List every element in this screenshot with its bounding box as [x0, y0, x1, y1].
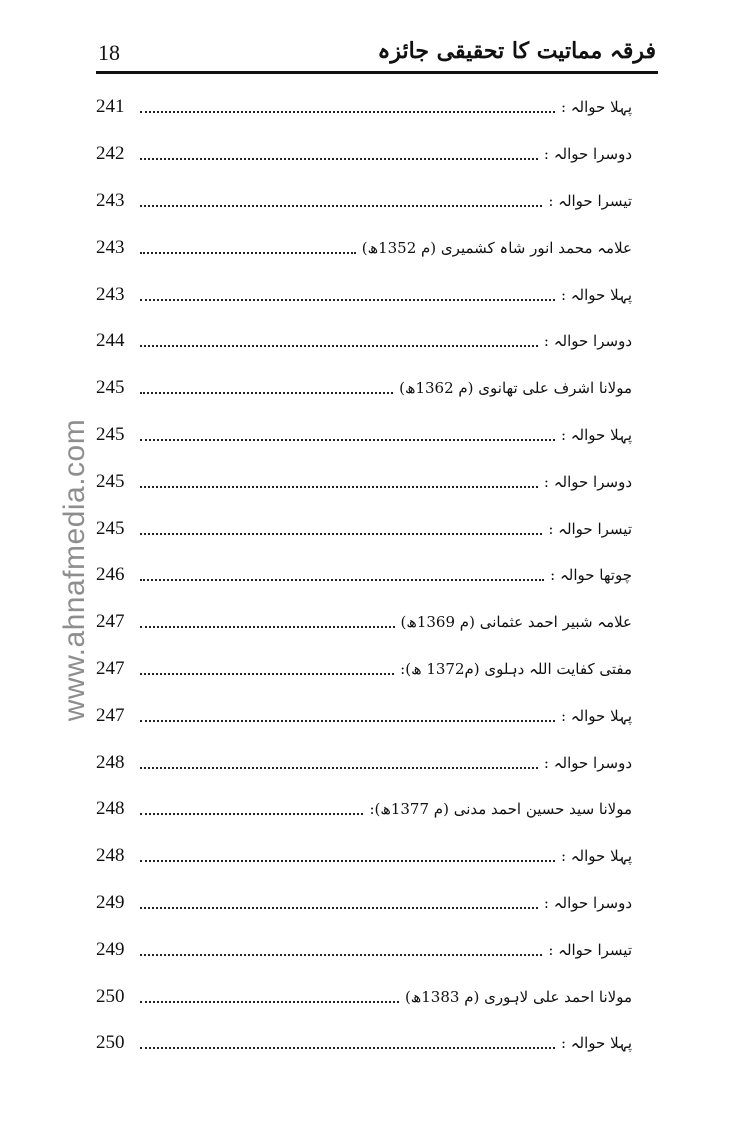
toc-entry: [96, 365, 632, 412]
toc-entry-page-number: 248: [96, 751, 125, 773]
toc-entry-page-number: 245: [96, 377, 125, 399]
dot-leader: [140, 287, 555, 301]
toc-entry: [96, 552, 632, 599]
toc-entry-label: دوسرا حوالہ :: [543, 893, 632, 912]
header-rule: [96, 71, 658, 74]
toc-entry-label: پہلا حوالہ :: [560, 285, 632, 304]
toc-entry-label: مفتی کفایت اللہ دہلوی (م1372 ھ):: [400, 659, 632, 678]
toc-entry-page-number: 245: [96, 423, 125, 445]
toc-entry-label: مولانا اشرف علی تھانوی (م 1362ھ): [399, 379, 632, 398]
toc-entry-label: پہلا حوالہ :: [560, 1034, 632, 1053]
toc-entry-page-number: 245: [96, 517, 125, 539]
toc-entry-label: دوسرا حوالہ :: [543, 332, 632, 351]
toc-entry-label: تیسرا حوالہ :: [548, 940, 632, 959]
toc-entry: [96, 646, 632, 693]
toc-entry: [96, 131, 632, 178]
toc-entry-label: مولانا سید حسین احمد مدنی (م 1377ھ):: [369, 800, 632, 819]
dot-leader: [140, 661, 394, 675]
book-title: فرقہ مماتیت کا تحقیقی جائزہ: [377, 38, 656, 64]
toc-entry-label: پہلا حوالہ :: [560, 425, 632, 444]
toc-entry-page-number: 247: [96, 611, 125, 633]
dot-leader: [140, 333, 538, 347]
toc-entry: [96, 505, 632, 552]
toc-entry-label: علامہ محمد انور شاہ کشمیری (م 1352ھ): [361, 238, 632, 257]
dot-leader: [140, 1035, 555, 1049]
toc-entry-page-number: 247: [96, 657, 125, 679]
toc-entry-page-number: 246: [96, 564, 125, 586]
dot-leader: [140, 474, 538, 488]
toc-entry-page-number: 241: [96, 96, 125, 118]
toc-entry: [96, 833, 632, 880]
toc-entry-label: پہلا حوالہ :: [560, 847, 632, 866]
watermark: www.ahnafmedia.com: [58, 418, 91, 722]
toc-entry-page-number: 250: [96, 985, 125, 1007]
dot-leader: [140, 942, 542, 956]
dot-leader: [140, 801, 363, 815]
toc-entry: [96, 692, 632, 739]
dot-leader: [140, 193, 542, 207]
dot-leader: [140, 146, 538, 160]
toc-entry-page-number: 250: [96, 1032, 125, 1054]
dot-leader: [140, 99, 555, 113]
toc-entry-page-number: 243: [96, 283, 125, 305]
toc-entry: [96, 599, 632, 646]
toc-entry: [96, 739, 632, 786]
toc-entry: [96, 178, 632, 225]
toc-entry: [96, 458, 632, 505]
dot-leader: [140, 240, 356, 254]
toc-entry: [96, 84, 632, 131]
toc-entry: [96, 224, 632, 271]
toc-entry: [96, 412, 632, 459]
toc-entry: [96, 926, 632, 973]
table-of-contents: [96, 84, 632, 1067]
toc-entry-page-number: 249: [96, 938, 125, 960]
toc-entry: [96, 786, 632, 833]
dot-leader: [140, 427, 555, 441]
toc-entry-label: چوتھا حوالہ :: [550, 566, 632, 585]
dot-leader: [140, 895, 538, 909]
toc-entry-page-number: 245: [96, 470, 125, 492]
toc-entry-label: علامہ شبیر احمد عثمانی (م 1369ھ): [400, 613, 632, 632]
toc-entry: [96, 973, 632, 1020]
toc-entry-page-number: 244: [96, 330, 125, 352]
toc-entry: [96, 271, 632, 318]
page-header: [96, 38, 656, 74]
dot-leader: [140, 380, 393, 394]
toc-entry-label: دوسرا حوالہ :: [543, 472, 632, 491]
dot-leader: [140, 708, 555, 722]
toc-entry-page-number: 242: [96, 143, 125, 165]
toc-entry-label: پہلا حوالہ :: [560, 98, 632, 117]
dot-leader: [140, 614, 395, 628]
toc-entry-page-number: 249: [96, 891, 125, 913]
dot-leader: [140, 848, 555, 862]
dot-leader: [140, 755, 538, 769]
toc-entry-page-number: 248: [96, 845, 125, 867]
toc-entry-page-number: 243: [96, 189, 125, 211]
toc-entry-label: دوسرا حوالہ :: [543, 145, 632, 164]
toc-entry: [96, 318, 632, 365]
toc-entry-page-number: 247: [96, 704, 125, 726]
page-number: 18: [98, 40, 120, 65]
toc-entry: [96, 1020, 632, 1067]
dot-leader: [140, 989, 399, 1003]
toc-entry-label: مولانا احمد علی لاہوری (م 1383ھ): [404, 987, 632, 1006]
toc-entry: [96, 880, 632, 927]
toc-entry-page-number: 243: [96, 236, 125, 258]
toc-entry-page-number: 248: [96, 798, 125, 820]
dot-leader: [140, 521, 542, 535]
dot-leader: [140, 567, 544, 581]
toc-entry-label: پہلا حوالہ :: [560, 706, 632, 725]
toc-entry-label: دوسرا حوالہ :: [543, 753, 632, 772]
toc-entry-label: تیسرا حوالہ :: [548, 191, 632, 210]
toc-entry-label: تیسرا حوالہ :: [548, 519, 632, 538]
